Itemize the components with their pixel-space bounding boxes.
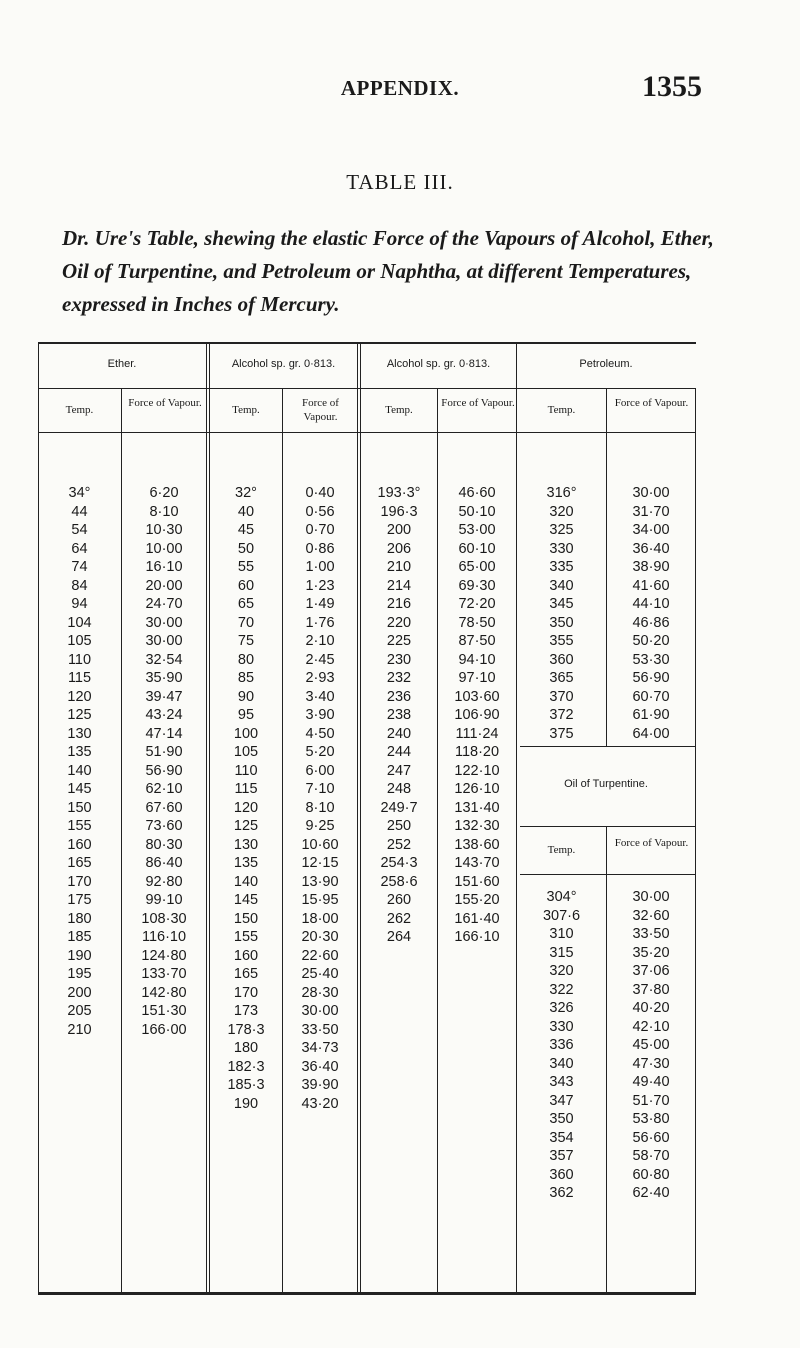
table-cell: 65 (237, 596, 255, 612)
table-cell: 10·00 (145, 540, 183, 557)
table-cell: 220 (386, 614, 412, 631)
table-cell: 53·30 (632, 651, 670, 668)
table-cell: 67·60 (145, 799, 183, 816)
table-cell: 49·40 (632, 1074, 670, 1090)
table-cell: 200 (67, 984, 92, 1001)
table-cell: 336 (549, 1037, 574, 1053)
table-cell: 248 (386, 781, 412, 797)
table-cell: 100 (233, 725, 259, 742)
table-cell: 4·50 (305, 725, 335, 742)
table-cell: 50 (237, 540, 255, 557)
table-cell: 155 (233, 929, 259, 945)
table-cell: 343 (549, 1074, 574, 1090)
table-cell: 34·73 (301, 1040, 339, 1056)
table-cell: 115 (234, 781, 258, 797)
table-cell: 110 (234, 762, 258, 779)
table-cell: 90 (237, 688, 255, 705)
table-cell: 10·60 (301, 836, 339, 853)
table-cell: 16·10 (145, 559, 183, 575)
table-cell: 151·30 (141, 1003, 187, 1019)
table-cell: 120 (233, 799, 259, 816)
alcohol-high-temp-column (361, 484, 437, 947)
table-cell: 258·6 (380, 873, 418, 890)
table-cell: 0·56 (305, 503, 335, 520)
table-cell: 170 (67, 873, 92, 890)
table-cell: 193·3° (377, 485, 421, 501)
table-cell: 320 (549, 503, 574, 520)
table-cell: 210 (67, 1021, 92, 1038)
table-cell: 103·60 (454, 688, 500, 705)
table-cell: 80 (237, 651, 255, 668)
table-cell: 80·30 (145, 836, 183, 853)
table-cell: 190 (67, 947, 92, 964)
table-cell: 40 (237, 503, 255, 520)
table-cell: 205 (67, 1003, 92, 1019)
table-cell: 9·25 (305, 818, 335, 834)
turpentine-temp-column (517, 888, 606, 1203)
table-cell: 13·90 (301, 873, 339, 890)
table-cell: 86·40 (145, 855, 183, 871)
table-cell: 185·3 (227, 1077, 265, 1093)
table-cell: 1·23 (305, 577, 335, 594)
table-cell: 330 (549, 540, 574, 557)
table-cell: 122·10 (454, 762, 500, 779)
table-cell: 87·50 (458, 633, 496, 649)
table-cell: 85 (237, 670, 255, 686)
table-cell: 252 (386, 836, 412, 853)
table-cell: 24·70 (145, 596, 183, 612)
table-cell: 340 (549, 577, 574, 594)
table-cell: 39·90 (301, 1077, 339, 1093)
table-cell: 38·90 (632, 559, 670, 575)
petroleum-force-column (607, 484, 695, 743)
table-cell: 8·10 (149, 503, 179, 520)
page-number: 1355 (642, 70, 702, 103)
table-cell: 142·80 (141, 984, 187, 1001)
table-cell: 118·20 (454, 744, 500, 760)
table-cell: 160 (67, 836, 92, 853)
table-cell: 60 (237, 577, 255, 594)
table-cell: 110 (67, 651, 92, 668)
table-cell: 37·06 (632, 963, 670, 979)
table-cell: 316° (546, 485, 577, 501)
table-cell: 307·6 (542, 907, 581, 924)
table-cell: 166·10 (454, 929, 500, 945)
table-cell: 260 (386, 892, 412, 908)
table-cell: 44·10 (632, 596, 670, 612)
alcohol-high-force-column (438, 484, 516, 947)
table-cell: 124·80 (141, 947, 187, 964)
table-cell: 34·00 (632, 522, 670, 538)
table-cell: 46·86 (632, 614, 670, 631)
group-header-turpentine: Oil of Turpentine. (564, 778, 648, 790)
table-cell: 22·60 (301, 947, 339, 964)
table-cell: 262 (386, 910, 412, 927)
table-cell: 354 (549, 1129, 574, 1146)
table-cell: 5·20 (305, 744, 335, 760)
table-cell: 350 (549, 614, 574, 631)
table-cell: 135 (233, 855, 259, 871)
table-cell: 78·50 (458, 614, 496, 631)
table-cell: 180 (67, 910, 92, 927)
table-cell: 370 (549, 688, 574, 705)
group-header-ether: Ether. (107, 358, 137, 370)
table-cell: 32·54 (145, 651, 183, 668)
table-cell: 138·60 (454, 836, 500, 853)
table-cell: 64 (71, 540, 88, 557)
table-cell: 0·86 (305, 540, 335, 557)
table-cell: 33·50 (632, 926, 670, 942)
table-cell: 6·20 (149, 485, 179, 501)
table-cell: 182·3 (227, 1058, 265, 1075)
table-cell: 322 (549, 981, 574, 998)
table-cell: 145 (233, 892, 259, 908)
table-cell: 165 (233, 966, 259, 982)
table-cell: 36·40 (632, 540, 670, 557)
table-cell: 47·30 (632, 1055, 670, 1072)
table-cell: 15·95 (301, 892, 339, 908)
table-cell: 30·00 (632, 889, 670, 905)
table-cell: 60·10 (458, 540, 496, 557)
table-cell: 210 (386, 559, 412, 575)
table-cell: 2·93 (305, 670, 335, 686)
table-cell: 365 (549, 670, 574, 686)
table-cell: 64·00 (632, 725, 670, 742)
table-cell: 39·47 (145, 688, 183, 705)
table-cell: 304° (546, 889, 577, 905)
table-cell: 143·70 (454, 855, 500, 871)
ether-force-column (122, 484, 206, 1039)
table-cell: 20·00 (145, 577, 183, 594)
table-cell: 28·30 (301, 984, 339, 1001)
col-header-temp: Temp. (547, 844, 576, 856)
alcohol-low-temp-column (210, 484, 282, 1113)
table-cell: 360 (549, 651, 574, 668)
table-cell: 335 (549, 559, 574, 575)
table-cell: 51·70 (632, 1092, 670, 1109)
group-header-alcohol-low: Alcohol sp. gr. 0·813. (231, 358, 336, 370)
table-cell: 180 (233, 1040, 259, 1056)
table-cell: 34° (68, 485, 91, 501)
table-cell: 41·60 (632, 577, 670, 594)
table-caption: Dr. Ure's Table, shewing the elastic Force of the Vapours of Alcohol, Ether, Oil of Turpentine, and Petroleum or Naphtha, at different Temperatures, expressed in Inches of Mercury. (62, 226, 714, 316)
table-cell: 6·00 (305, 762, 335, 779)
table-cell: 145 (67, 781, 92, 797)
table-cell: 74 (71, 559, 88, 575)
table-cell: 315 (549, 944, 574, 961)
table-cell: 60·80 (632, 1166, 670, 1183)
table-cell: 216 (386, 596, 412, 612)
table-cell: 10·30 (145, 522, 183, 538)
table-cell: 347 (549, 1092, 574, 1109)
table-cell: 65·00 (458, 559, 496, 575)
table-cell: 0·70 (305, 522, 335, 538)
table-cell: 240 (386, 725, 412, 742)
table-cell: 42·10 (632, 1018, 670, 1035)
table-cell: 35·20 (632, 944, 670, 961)
table-cell: 330 (549, 1018, 574, 1035)
table-cell: 1·49 (305, 596, 335, 612)
table-cell: 125 (67, 707, 92, 723)
col-header-force: Force of Vapour. (128, 397, 202, 409)
col-header-force: Force of Vapour. (614, 397, 689, 409)
group-header-alcohol-high: Alcohol sp. gr. 0·813. (386, 358, 491, 370)
table-cell: 51·90 (145, 744, 183, 760)
table-cell: 31·70 (632, 503, 670, 520)
col-header-force: Force of Vapour. (614, 837, 689, 849)
table-cell: 53·80 (632, 1111, 670, 1127)
table-cell: 160 (233, 947, 259, 964)
table-cell: 36·40 (301, 1058, 339, 1075)
table-cell: 3·90 (305, 707, 335, 723)
col-header-force: Force of Vapour. (302, 397, 339, 423)
table-cell: 166·00 (141, 1021, 187, 1038)
table-cell: 254·3 (380, 855, 418, 871)
table-cell: 200 (386, 522, 412, 538)
ether-temp-column (38, 484, 121, 1039)
table-cell: 173 (233, 1003, 259, 1019)
table-cell: 32·60 (632, 907, 670, 924)
table-cell: 357 (549, 1148, 574, 1164)
table-cell: 2·45 (305, 651, 335, 668)
table-cell: 62·40 (632, 1185, 670, 1201)
table-title: TABLE III. (346, 170, 454, 194)
table-cell: 320 (549, 963, 574, 979)
table-cell: 46·60 (458, 485, 496, 501)
running-head (0, 70, 800, 110)
table-cell: 56·60 (632, 1129, 670, 1146)
table-cell: 340 (549, 1055, 574, 1072)
alcohol-low-force-column (283, 484, 357, 1113)
table-cell: 238 (386, 707, 412, 723)
table-cell: 355 (549, 633, 574, 649)
table-cell: 1·00 (305, 559, 335, 575)
table-cell: 43·20 (301, 1095, 339, 1112)
table-cell: 185 (67, 929, 92, 945)
table-cell: 132·30 (454, 818, 500, 834)
table-cell: 45·00 (632, 1037, 670, 1053)
turpentine-force-column (607, 888, 695, 1203)
table-cell: 165 (67, 855, 92, 871)
table-cell: 47·14 (145, 725, 183, 742)
table-cell: 135 (67, 744, 92, 760)
table-cell: 126·10 (454, 781, 500, 797)
col-header-temp: Temp. (232, 404, 260, 416)
table-cell: 20·30 (301, 929, 339, 945)
table-cell: 95 (237, 707, 255, 723)
table-cell: 72·20 (458, 596, 496, 612)
table-cell: 190 (233, 1095, 259, 1112)
table-cell: 12·15 (301, 855, 339, 871)
table-cell: 50·20 (632, 633, 670, 649)
table-cell: 97·10 (458, 670, 496, 686)
table-cell: 40·20 (632, 1000, 670, 1016)
table-cell: 196·3 (380, 503, 418, 520)
col-header-temp: Temp. (385, 404, 413, 416)
table-cell: 33·50 (301, 1021, 339, 1038)
petroleum-temp-column (517, 484, 606, 743)
table-cell: 105 (67, 633, 92, 649)
table-cell: 53·00 (458, 522, 496, 538)
table-cell: 62·10 (145, 781, 183, 797)
table-cell: 94 (71, 596, 88, 612)
table-cell: 56·90 (632, 670, 670, 686)
table-cell: 105 (233, 744, 259, 760)
table-cell: 55 (237, 559, 255, 575)
table-cell: 155·20 (454, 892, 500, 908)
table-cell: 92·80 (145, 873, 183, 890)
table-cell: 372 (549, 707, 574, 723)
table-cell: 264 (386, 929, 412, 945)
table-cell: 325 (549, 522, 574, 538)
table-cell: 247 (386, 762, 412, 779)
table-cell: 362 (549, 1185, 574, 1201)
table-cell: 131·40 (454, 799, 500, 816)
table-cell: 3·40 (305, 688, 335, 705)
table-cell: 104 (67, 614, 92, 631)
table-cell: 54 (71, 522, 88, 538)
table-cell: 345 (549, 596, 574, 612)
table-cell: 116·10 (141, 929, 187, 945)
table-cell: 8·10 (305, 799, 335, 816)
table-cell: 75 (237, 633, 255, 649)
table-cell: 37·80 (632, 981, 670, 998)
table-cell: 2·10 (305, 633, 335, 649)
table-cell: 140 (233, 873, 259, 890)
table-cell: 7·10 (305, 781, 335, 797)
table-cell: 350 (549, 1111, 574, 1127)
table-cell: 30·00 (145, 614, 183, 631)
table-cell: 61·90 (632, 707, 670, 723)
table-cell: 111·24 (455, 725, 499, 742)
table-cell: 225 (386, 633, 412, 649)
table-cell: 310 (549, 926, 574, 942)
table-cell: 175 (67, 892, 92, 908)
table-cell: 115 (67, 670, 92, 686)
table-cell: 150 (67, 799, 92, 816)
table-cell: 30·00 (632, 485, 670, 501)
table-cell: 130 (233, 836, 259, 853)
table-cell: 56·90 (145, 762, 183, 779)
table-cell: 108·30 (141, 910, 187, 927)
col-header-temp: Temp. (65, 404, 94, 416)
table-cell: 73·60 (145, 818, 183, 834)
table-cell: 84 (71, 577, 88, 594)
table-cell: 30·00 (301, 1003, 339, 1019)
table-cell: 249·7 (380, 799, 418, 816)
table-cell: 326 (549, 1000, 574, 1016)
table-cell: 32° (235, 485, 257, 501)
table-cell: 44 (71, 503, 88, 520)
table-cell: 130 (67, 725, 92, 742)
table-cell: 214 (386, 577, 412, 594)
table-cell: 244 (386, 744, 412, 760)
table-cell: 195 (67, 966, 92, 982)
table-cell: 161·40 (454, 910, 500, 927)
table-cell: 150 (233, 910, 259, 927)
table-cell: 133·70 (141, 966, 187, 982)
table-cell: 120 (67, 688, 92, 705)
table-cell: 30·00 (145, 633, 183, 649)
table-cell: 178·3 (227, 1021, 265, 1038)
table-cell: 50·10 (458, 503, 496, 520)
group-header-petroleum: Petroleum. (579, 358, 633, 370)
table-cell: 0·40 (305, 485, 335, 501)
table-cell: 60·70 (632, 688, 670, 705)
table-cell: 43·24 (145, 707, 183, 723)
table-cell: 232 (386, 670, 412, 686)
col-header-temp: Temp. (547, 404, 576, 416)
table-cell: 236 (386, 688, 412, 705)
table-cell: 106·90 (454, 707, 500, 723)
table-cell: 1·76 (305, 614, 335, 631)
table-cell: 99·10 (145, 892, 183, 908)
table-cell: 151·60 (454, 873, 500, 890)
table-cell: 58·70 (632, 1148, 670, 1164)
table-cell: 206 (386, 540, 412, 557)
table-cell: 18·00 (301, 910, 339, 927)
table-cell: 45 (237, 522, 255, 538)
col-header-force: Force of Vapour. (441, 397, 515, 409)
table-cell: 155 (67, 818, 92, 834)
table-cell: 69·30 (458, 577, 496, 594)
table-cell: 70 (237, 614, 255, 631)
running-head-title: APPENDIX. (340, 76, 460, 100)
table-cell: 230 (386, 651, 412, 668)
table-cell: 94·10 (458, 651, 496, 668)
table-cell: 25·40 (301, 966, 339, 982)
table-cell: 250 (386, 818, 412, 834)
table-cell: 375 (549, 725, 574, 742)
table-cell: 170 (233, 984, 259, 1001)
table-cell: 125 (233, 818, 259, 834)
table-cell: 140 (67, 762, 92, 779)
table-cell: 35·90 (145, 670, 183, 686)
table-cell: 360 (549, 1166, 574, 1183)
